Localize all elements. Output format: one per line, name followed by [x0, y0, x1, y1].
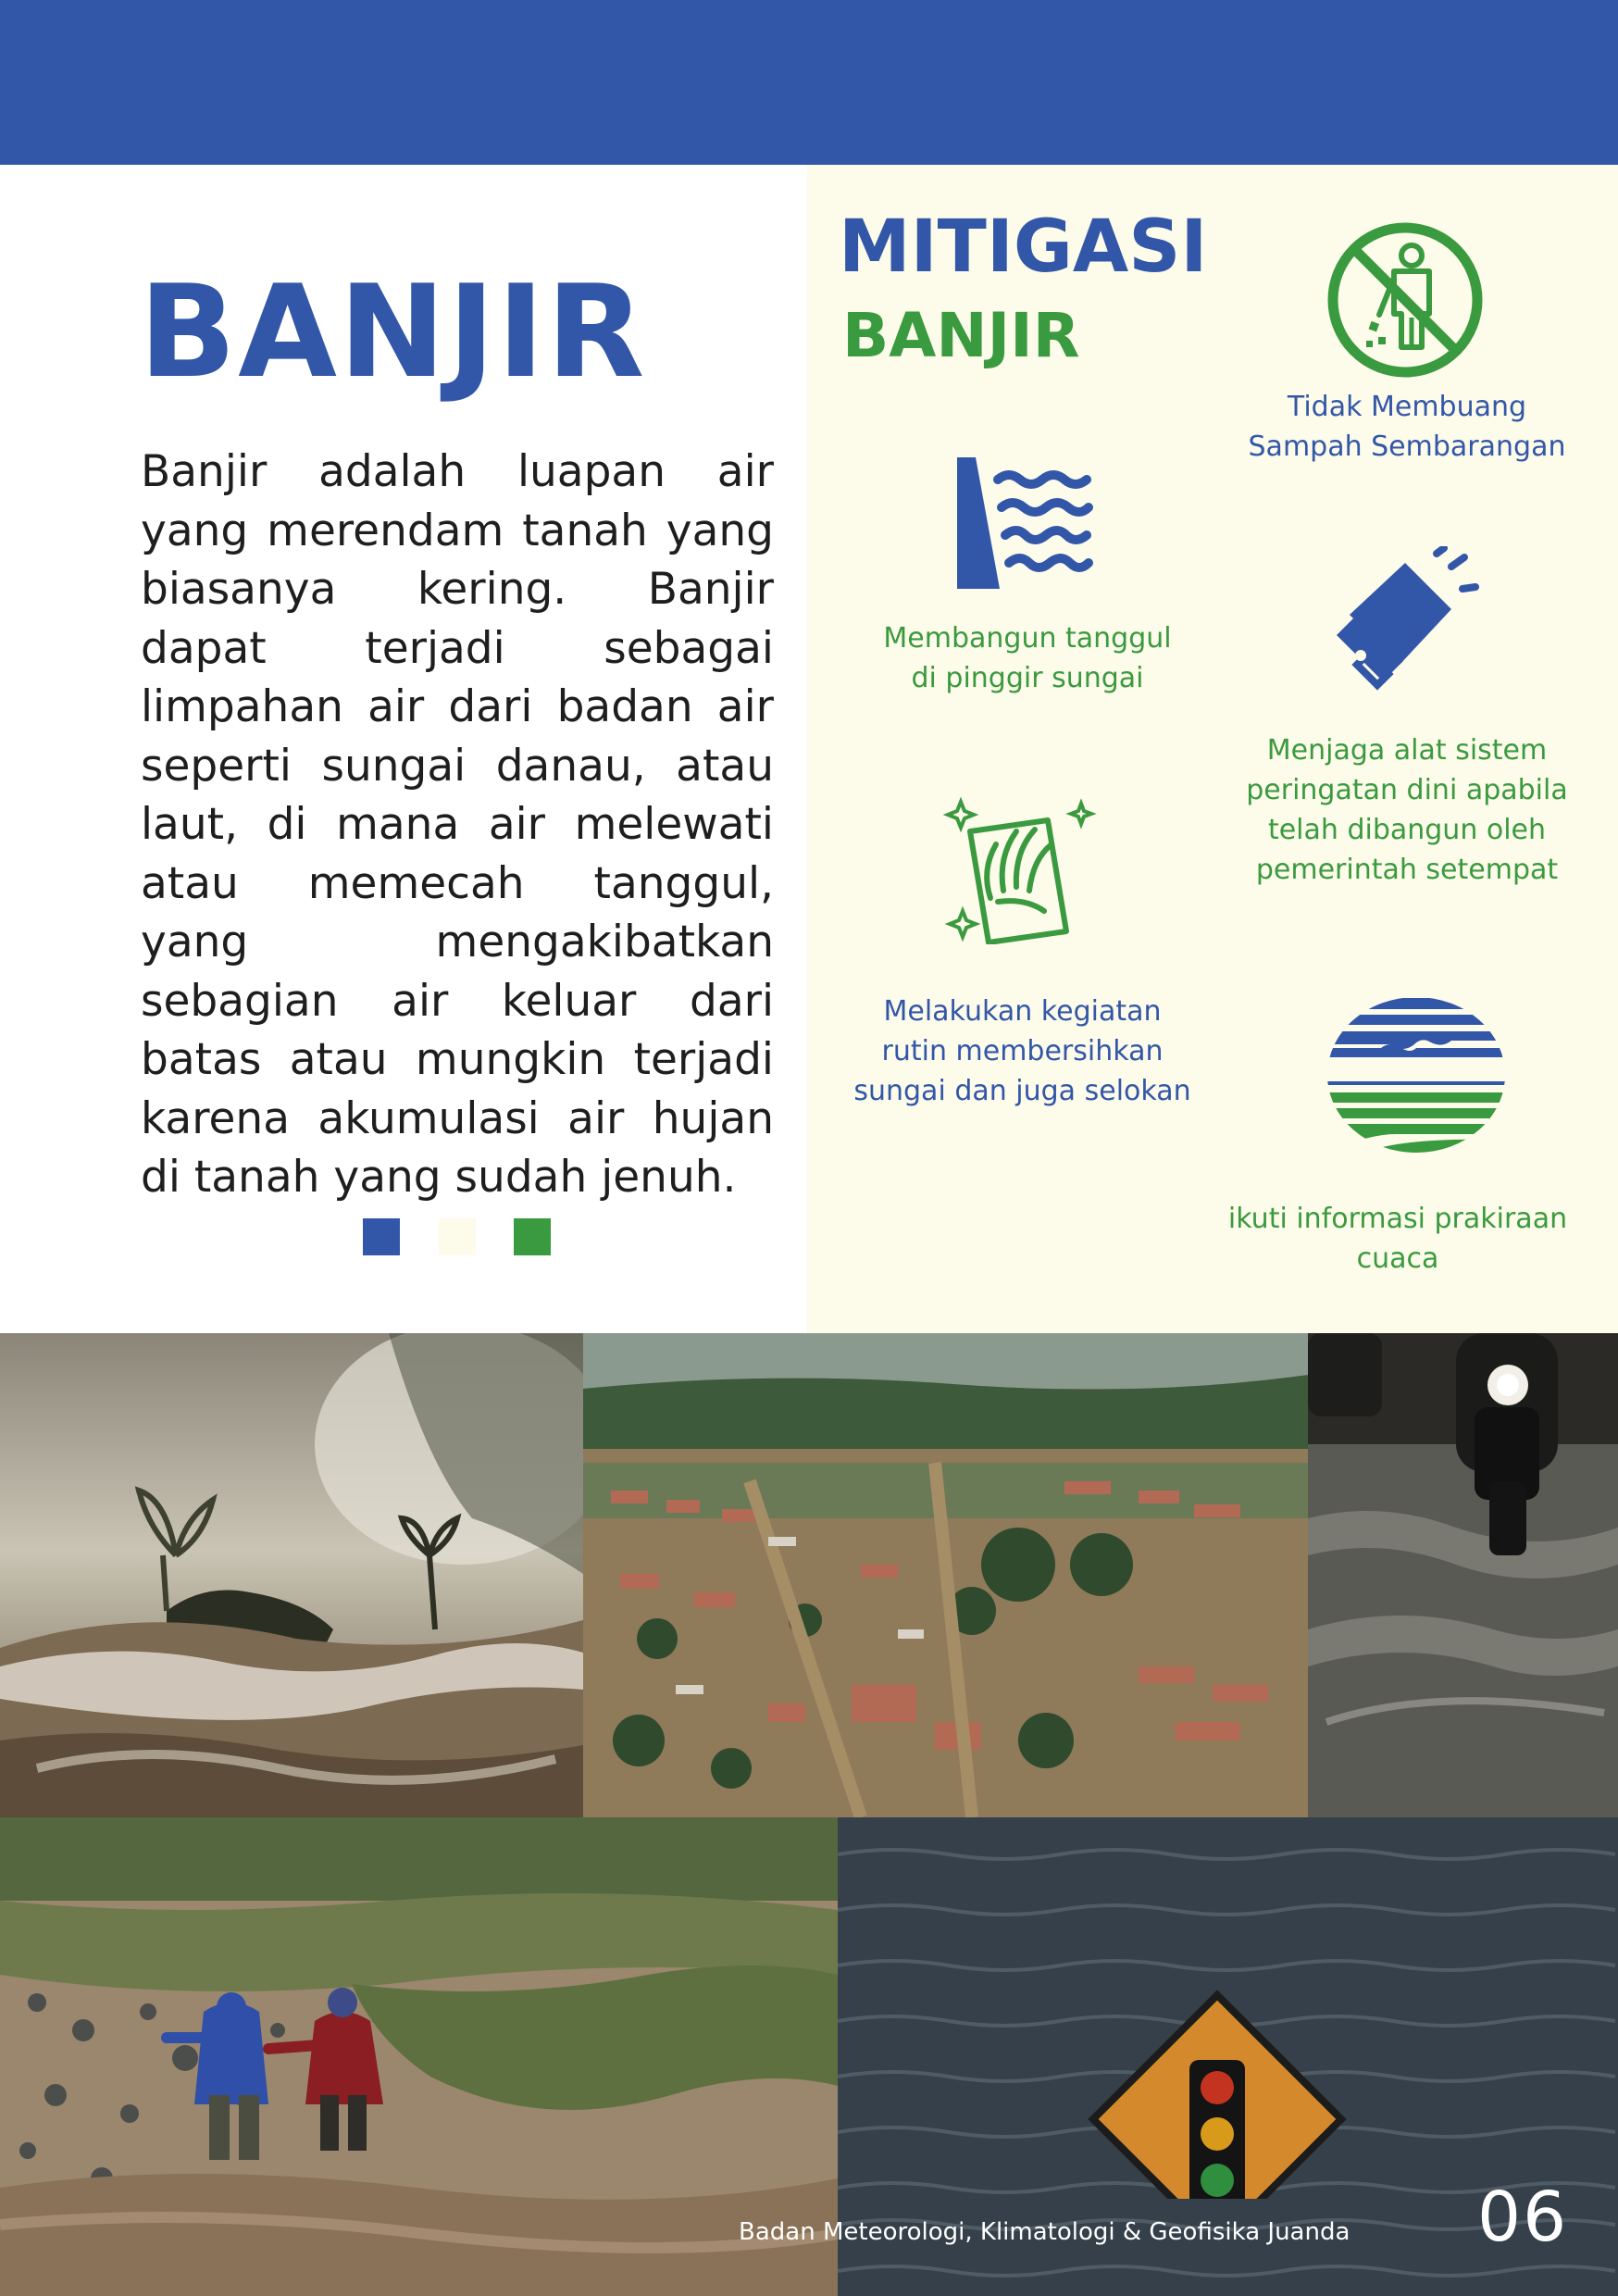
- caption-early-warning: [1203, 730, 1611, 890]
- flood-description: Banjir adalah luapan air yang merendam tanah yang biasanya kering. Banjir dapat terjadi sebagai limpahan air dari badan air seperti sungai danau, atau laut, di mana air melewati atau memecah tanggul, yang mengakibatkan sebagian air keluar dari batas atau mungkin terjadi karena akumulasi air hujan di tanah yang sudah jenuh.: [141, 446, 774, 1203]
- color-swatch-cream: [439, 1218, 476, 1255]
- color-swatch-blue: [363, 1218, 400, 1255]
- caption-dam: [842, 618, 1213, 698]
- top-banner: [0, 0, 1618, 165]
- cleaning-hand-icon: [942, 794, 1098, 944]
- bmkg-logo-icon: [1326, 996, 1507, 1154]
- mitigation-subtitle: BANJIR: [842, 300, 1080, 371]
- caption-line: ikuti informasi prakiraan: [1227, 1203, 1568, 1235]
- caption-line: cuaca: [1356, 1242, 1439, 1275]
- caption-line: telah dibangun oleh: [1267, 814, 1547, 846]
- no-littering-icon: [1326, 220, 1485, 380]
- caption-line: Membangun tanggul: [883, 622, 1172, 655]
- caption-cleaning: [816, 992, 1228, 1111]
- caption-line: rutin membersihkan: [881, 1035, 1164, 1067]
- megaphone-icon: [1333, 546, 1481, 694]
- caption-line: pemerintah setempat: [1255, 854, 1559, 886]
- footer-organization: Badan Meteorologi, Klimatologi & Geofisika Juanda: [739, 2218, 1350, 2246]
- caption-no-littering: [1213, 387, 1601, 467]
- caption-line: Melakukan kegiatan: [883, 995, 1162, 1028]
- caption-line: di pinggir sungai: [911, 662, 1144, 694]
- page-number: 06: [1477, 2177, 1569, 2257]
- color-swatch-green: [514, 1218, 551, 1255]
- caption-line: peringatan dini apabila: [1246, 774, 1568, 806]
- page-title: BANJIR: [139, 257, 647, 406]
- photo-river-rapids: [0, 1333, 583, 1817]
- dam-water-icon: [955, 454, 1094, 593]
- mitigation-title: MITIGASI: [839, 206, 1208, 289]
- photo-flooded-town-aerial: [583, 1333, 1308, 1817]
- caption-line: Sampah Sembarangan: [1248, 430, 1566, 463]
- caption-line: Menjaga alat sistem: [1266, 734, 1548, 767]
- photo-motorcycle-flood: [1308, 1333, 1618, 1817]
- caption-line: Tidak Membuang: [1287, 391, 1527, 423]
- photo-river-crossing: [0, 1817, 838, 2296]
- caption-weather-info: [1194, 1199, 1601, 1279]
- caption-line: sungai dan juga selokan: [853, 1075, 1191, 1107]
